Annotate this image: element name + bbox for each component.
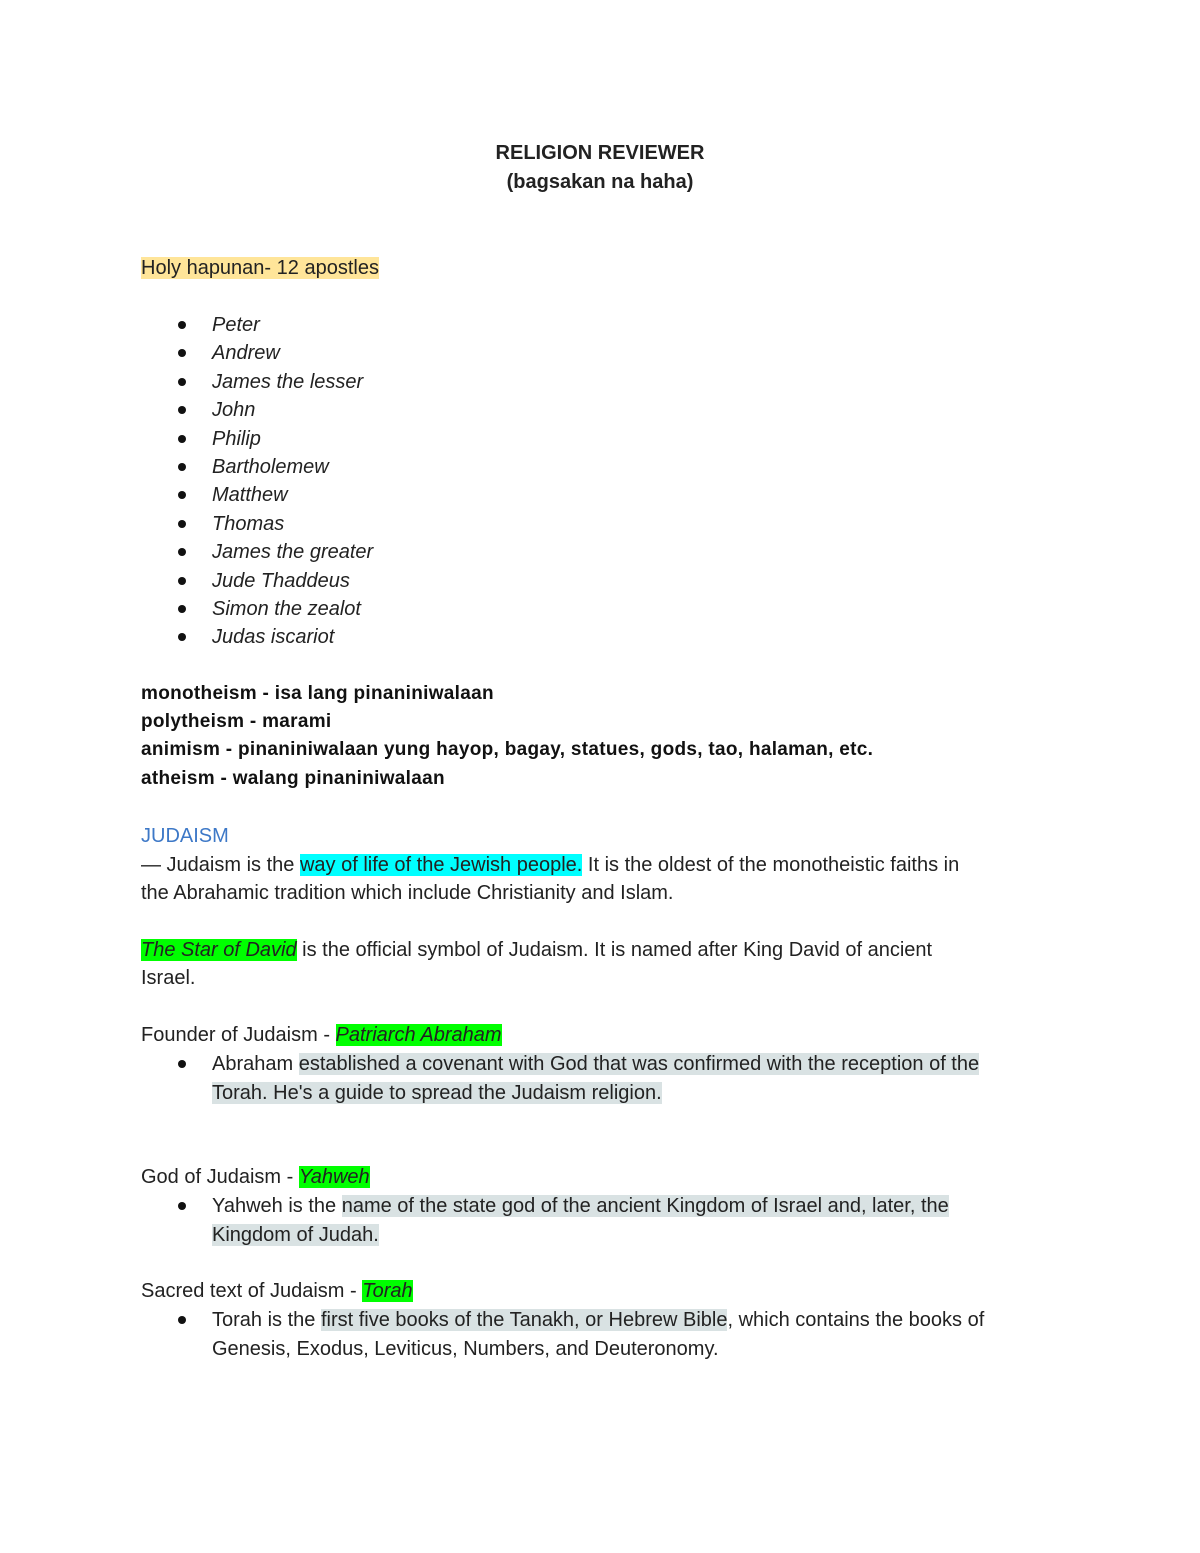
god-line	[141, 1163, 370, 1191]
bullet-icon	[178, 1202, 186, 1210]
sacred-text-label: Sacred text of Judaism -	[141, 1280, 363, 1302]
bullet-icon	[178, 406, 186, 414]
sacred-text-bullet-prefix: Torah is the	[212, 1309, 321, 1331]
bullet-icon	[178, 1060, 186, 1068]
apostles-heading	[141, 254, 379, 282]
founder-bullet-highlight1: established a covenant with God that was confirmed with the reception of the	[298, 1053, 980, 1075]
bullet-icon	[178, 520, 186, 528]
sacred-text-bullet-highlight: first five books of the Tanakh, or Hebrew Bible	[320, 1309, 728, 1331]
sacred-text-bullet-line1	[212, 1306, 984, 1335]
judaism-intro-highlight: way of life of the Jewish people.	[299, 854, 583, 876]
document-subtitle: (bagsakan na haha)	[506, 171, 694, 193]
star-of-david-rest: is the official symbol of Judaism. It is named after King David of ancient	[296, 939, 933, 961]
bullet-icon	[178, 548, 186, 556]
definition-atheism: atheism - walang pinaniniwalaan	[141, 768, 445, 789]
bullet-icon	[178, 321, 186, 329]
judaism-intro-line1	[141, 851, 959, 879]
god-bullet-highlight1: name of the state god of the ancient Kingdom of Israel and, later, the	[341, 1195, 949, 1217]
bullet-icon	[178, 435, 186, 443]
judaism-intro-line2: the Abrahamic tradition which include Christianity and Islam.	[141, 882, 674, 904]
judaism-intro-rest: It is the oldest of the monotheistic faiths in	[582, 854, 960, 876]
god-value: Yahweh	[298, 1166, 370, 1188]
definition-polytheism: polytheism - marami	[141, 711, 332, 732]
judaism-heading: JUDAISM	[141, 825, 229, 847]
apostle-name: John	[212, 399, 256, 422]
founder-bullet-highlight2: Torah. He's a guide to spread the Judaism religion.	[212, 1081, 662, 1104]
apostle-name: James the greater	[212, 541, 374, 564]
apostle-name: Simon the zealot	[212, 597, 361, 620]
bullet-icon	[178, 605, 186, 613]
apostles-heading-text: Holy hapunan- 12 apostles	[141, 257, 379, 279]
founder-bullet-prefix: Abraham	[212, 1053, 299, 1075]
bullet-icon	[178, 349, 186, 357]
apostle-name: Thomas	[212, 512, 285, 535]
god-bullet-prefix: Yahweh is the	[212, 1195, 342, 1217]
bullet-icon	[178, 633, 186, 641]
sacred-text-value: Torah	[362, 1280, 413, 1302]
sacred-text-bullet-line2: Genesis, Exodus, Leviticus, Numbers, and Deuteronomy.	[212, 1337, 719, 1360]
star-of-david-highlight: The Star of David	[141, 939, 297, 961]
apostle-name: Bartholemew	[212, 455, 329, 478]
sacred-text-bullet-rest: , which contains the books of	[727, 1309, 985, 1331]
star-of-david-line2: Israel.	[141, 967, 196, 989]
bullet-icon	[178, 463, 186, 471]
apostle-name: Peter	[212, 314, 260, 336]
god-bullet-line2	[212, 1221, 379, 1250]
apostle-name: Andrew	[212, 342, 280, 365]
definition-monotheism: monotheism - isa lang pinaniniwalaan	[141, 683, 494, 704]
sacred-text-line	[141, 1277, 413, 1305]
founder-bullet-line1	[212, 1050, 979, 1079]
judaism-intro-prefix: — Judaism is the	[141, 854, 300, 876]
founder-line	[141, 1021, 502, 1049]
apostle-name: Jude Thaddeus	[212, 569, 350, 592]
apostle-name: Matthew	[212, 484, 288, 507]
bullet-icon	[178, 1316, 186, 1324]
star-of-david-line1	[141, 936, 932, 964]
god-bullet-line1	[212, 1192, 949, 1221]
apostle-name: James the lesser	[212, 370, 364, 393]
bullet-icon	[178, 378, 186, 386]
founder-value: Patriarch Abraham	[335, 1024, 502, 1046]
bullet-icon	[178, 491, 186, 499]
bullet-icon	[178, 577, 186, 585]
apostle-name: Judas iscariot	[212, 626, 335, 649]
document-title: RELIGION REVIEWER	[495, 142, 705, 164]
founder-label: Founder of Judaism -	[141, 1024, 336, 1046]
god-label: God of Judaism -	[141, 1166, 299, 1188]
apostle-name: Philip	[212, 427, 261, 450]
founder-bullet-line2	[212, 1079, 662, 1108]
definition-animism: animism - pinaniniwalaan yung hayop, bagay, statues, gods, tao, halaman, etc.	[141, 739, 874, 760]
god-bullet-highlight2: Kingdom of Judah.	[212, 1223, 379, 1246]
